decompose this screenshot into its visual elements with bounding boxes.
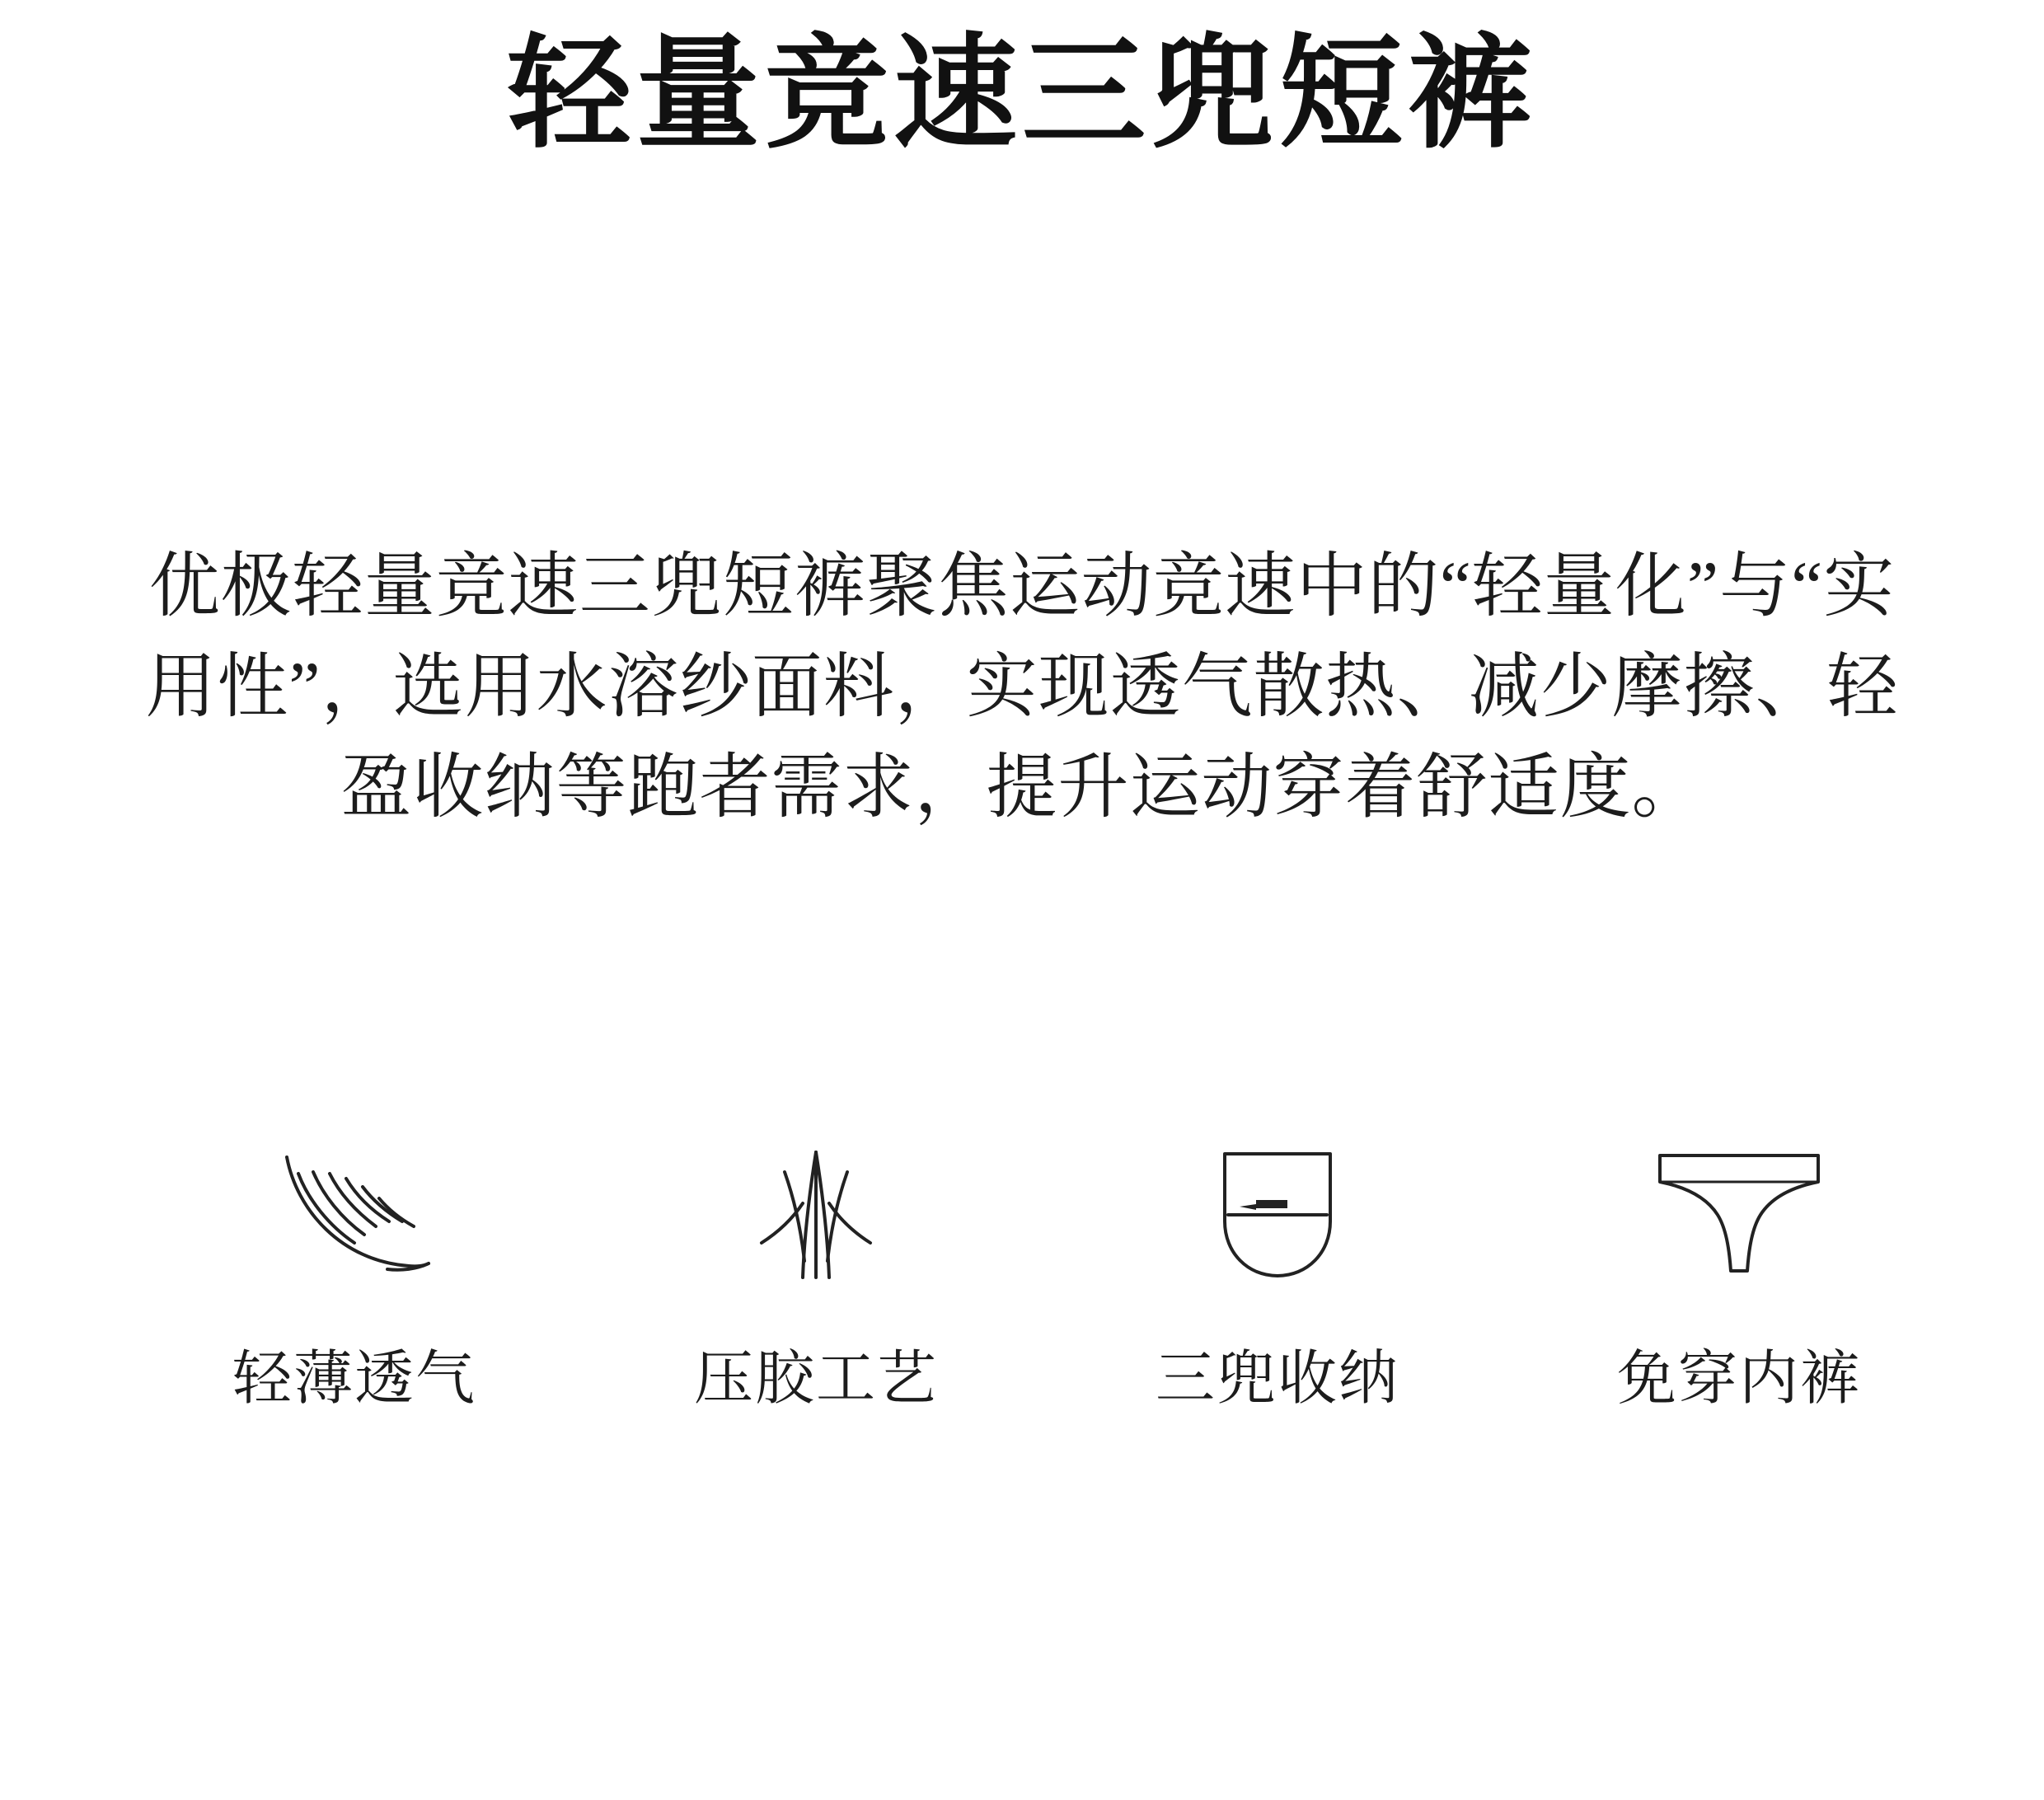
- feature-item-bonded-seam: [585, 1137, 1047, 1414]
- feature-label: 三兜收纳: [1155, 1346, 1399, 1412]
- three-pocket-icon: [1170, 1137, 1385, 1294]
- bonded-seam-icon: [709, 1137, 923, 1294]
- product-description: 优极轻量竞速三兜短裤聚焦运动竞速中的“轻量化”与“实用性”，选用水溶纱面料，实现透气散热、减少摩擦、轻盈收纳等跑者需求，提升运动穿着舒适度。: [145, 546, 1899, 827]
- feature-item-built-in-brief: [1508, 1137, 1970, 1414]
- feather-breathable-icon: [247, 1137, 462, 1294]
- feature-item-breathable: [124, 1137, 585, 1414]
- feature-label: 免穿内裤: [1616, 1346, 1861, 1412]
- built-in-brief-icon: [1632, 1137, 1846, 1294]
- title-block: [0, 0, 2044, 166]
- feature-label: 压胶工艺: [693, 1346, 938, 1412]
- feature-list: [0, 1137, 2044, 1414]
- feature-label: 轻薄透气: [232, 1346, 476, 1412]
- page-title: 轻量竞速三兜短裤: [507, 22, 1536, 166]
- description-block: [124, 536, 1920, 837]
- feature-item-three-pocket: [1047, 1137, 1508, 1414]
